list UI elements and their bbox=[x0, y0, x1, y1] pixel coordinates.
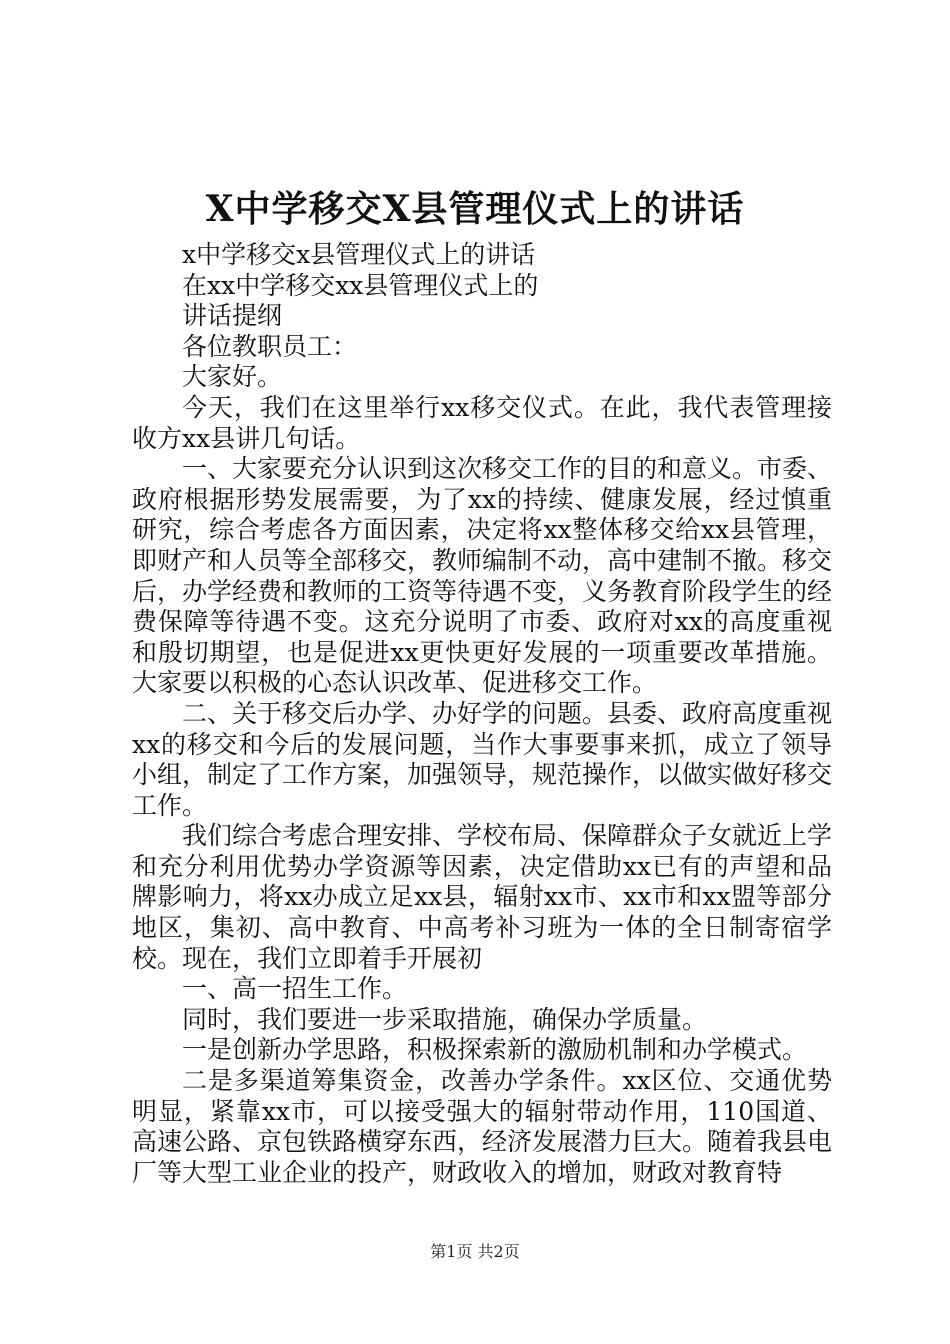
paragraph: 讲话提纲 bbox=[182, 301, 283, 331]
paragraph: 一、大家要充分认识到这次移交工作的目的和意义。市委、政府根据形势发展需要，为了xx的持续、健康发展，经过慎重研究，综合考虑各方面因素，决定将xx整体移交给xx县管理，即财产和人员等全部移交，教师编制不动，高中建制不撤。移交后，办学经费和教师的工资等待遇不变，义务教育阶段学生的经费保障等待遇不变。这充分说明了市委、政府对xx的高度重视和殷切期望，也是促进xx更快更好发展的一项重要改革措施。大家要以积极的心态认识改革、促进移交工作。 bbox=[132, 454, 833, 698]
paragraph: 一、高一招生工作。 bbox=[182, 974, 408, 1004]
document-title: X中学移交X县管理仪式上的讲话 bbox=[205, 188, 745, 230]
paragraph: 各位教职员工： bbox=[182, 331, 358, 361]
paragraph: 一是创新办学思路，积极探索新的激励机制和办学模式。 bbox=[182, 1035, 808, 1065]
paragraph: x中学移交x县管理仪式上的讲话 bbox=[182, 240, 536, 269]
paragraph: 二是多渠道筹集资金，改善办学条件。xx区位、交通优势明显，紧靠xx市，可以接受强大的辐射带动作用，110国道、高速公路、京包铁路横穿东西，经济发展潜力巨大。随着我县电厂等大型工业企业的投产，财政收入的增加，财政对教育特 bbox=[132, 1066, 833, 1187]
paragraph: 今天，我们在这里举行xx移交仪式。在此，我代表管理接收方xx县讲几句话。 bbox=[132, 392, 832, 453]
paragraph: 在xx中学移交xx县管理仪式上的 bbox=[182, 270, 539, 300]
paragraph: 二、关于移交后办学、办好学的问题。县委、政府高度重视xx的移交和今后的发展问题，当作大事要事来抓，成立了领导小组，制定了工作方案，加强领导，规范操作，以做实做好移交工作。 bbox=[132, 698, 833, 820]
paragraph: 同时，我们要进一步采取措施，确保办学质量。 bbox=[182, 1004, 708, 1034]
page-number: 第1页 共2页 bbox=[430, 1242, 520, 1261]
document-body bbox=[132, 240, 832, 1188]
paragraph: 大家好。 bbox=[182, 362, 283, 392]
paragraph: 我们综合考虑合理安排、学校布局、保障群众子女就近上学和充分利用优势办学资源等因素，决定借助xx已有的声望和品牌影响力，将xx办成立足xx县，辐射xx市、xx市和xx盟等部分地区，集初、高中教育、中高考补习班为一体的全日制寄宿学校。现在，我们立即着手开展初 bbox=[132, 821, 833, 973]
